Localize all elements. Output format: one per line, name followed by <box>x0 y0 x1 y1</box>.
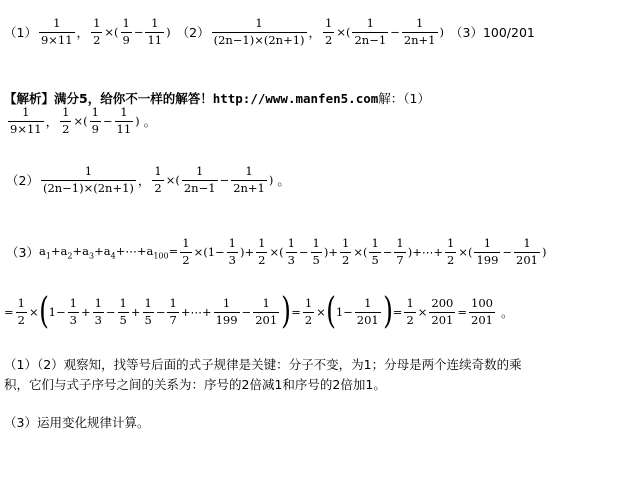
fraction-1-201: $\frac{1}{201}$ <box>356 296 379 327</box>
fraction-1-199: $\frac{1}{199}$ <box>476 236 499 267</box>
solution-part3-expansion: （3） $a_1+a_2+a_3+a_4+\cdots+a_{100}=$ $\frac{1}{2}$ ×(1− $\frac{1}{3}$ )+ $\frac{1}{2}$ ×( $\frac{1}{3}$ − $\frac{1}{5}$ )+ $\frac{1}{2}$ ×( $\frac{1}{5}$ − $\frac{1}{7}$ )+⋯+ $\frac{1}{2}$ ×( $\frac{1}{199}$ − $\frac{1}{201}$ ) <box>6 236 547 267</box>
sequence-sum: $a_1+a_2+a_3+a_4+\cdots+a_{100}=$ <box>38 243 179 261</box>
fraction-1-5: $\frac{1}{5}$ <box>119 296 127 327</box>
fraction-1-2n-minus-1: $\frac{1}{2n-1}$ <box>183 164 216 195</box>
fraction-1-3: $\frac{1}{3}$ <box>287 236 295 267</box>
fraction-1-2n-plus-1: $\frac{1}{2n+1}$ <box>233 164 265 195</box>
fraction-1-7: $\frac{1}{7}$ <box>396 236 404 267</box>
answer-part2-label: （2） <box>176 25 210 40</box>
fraction-half: $\frac{1}{2}$ <box>154 164 162 195</box>
fraction-1-2n-plus-1: $\frac{1}{2n+1}$ <box>403 16 436 47</box>
fraction-half: $\frac{1}{2}$ <box>93 16 101 47</box>
fraction-general-term: $\frac{1}{(2n-1)\times(2n+1)}$ <box>213 16 305 47</box>
separator: ， <box>308 25 322 40</box>
fraction-half: $\frac{1}{2}$ <box>258 236 266 267</box>
separator: ， <box>76 25 90 40</box>
fraction-half: $\frac{1}{2}$ <box>341 236 350 267</box>
note-apply-text: （3）运用变化规律计算。 <box>4 415 150 430</box>
fraction-1-11: $\frac{1}{11}$ <box>116 105 132 136</box>
fraction-half: $\frac{1}{2}$ <box>182 236 190 267</box>
solution-part2: （2） $\frac{1}{(2n-1)\times(2n+1)}$ ， $\frac{1}{2}$ ×( $\frac{1}{2n-1}$ − $\frac{1}{2n+1}$ ) 。 <box>6 164 290 195</box>
fraction-1-7: $\frac{1}{7}$ <box>169 296 177 327</box>
fraction-1-5: $\frac{1}{5}$ <box>144 296 152 327</box>
fraction-1-3: $\frac{1}{3}$ <box>228 236 236 267</box>
fraction-1-5: $\frac{1}{5}$ <box>312 236 320 267</box>
note-observation <box>4 355 522 395</box>
fraction-1-2n-minus-1: $\frac{1}{2n-1}$ <box>354 16 387 47</box>
fraction-1-199: $\frac{1}{199}$ <box>215 296 238 327</box>
fraction-half: $\frac{1}{2}$ <box>304 296 313 327</box>
fraction-1-over-9x11: $\frac{1}{9\times 11}$ <box>10 105 42 136</box>
fraction-1-3: $\frac{1}{3}$ <box>69 296 77 327</box>
fraction-half: $\frac{1}{2}$ <box>447 236 455 267</box>
period: 。 <box>277 173 290 188</box>
note-apply <box>4 413 149 433</box>
fraction-200-201: $\frac{200}{201}$ <box>431 296 454 327</box>
fraction-1-3: $\frac{1}{3}$ <box>94 296 102 327</box>
fraction-1-9: $\frac{1}{9}$ <box>91 105 99 136</box>
fraction-1-11: $\frac{1}{11}$ <box>147 16 163 47</box>
analysis-tag: 【解析】满分5，给你不一样的解答！ <box>4 91 213 106</box>
note-observation-line1: （1）（2）观察知，找等号后面的式子规律是关键：分子不变，为1；分母是两个连续奇数的乘 <box>4 357 522 372</box>
solution-label: 解：（1） <box>378 91 430 106</box>
fraction-1-201: $\frac{1}{201}$ <box>255 296 278 327</box>
fraction-1-201: $\frac{1}{201}$ <box>516 236 538 267</box>
part2-label: （2） <box>6 173 39 188</box>
source-url: http://www.manfen5.com <box>212 90 379 106</box>
fraction-1-over-9x11: $\frac{1}{9\times 11}$ <box>40 16 73 47</box>
solution-part3-result: = $\frac{1}{2}$ × ( 1− $\frac{1}{3}$ + $\frac{1}{3}$ − $\frac{1}{5}$ + $\frac{1}{5}$ − $\frac{1}{7}$ +⋯+ $\frac{1}{199}$ − $\frac{1}{201}$ ) = $\frac{1}{2}$ × ( 1− $\frac{1}{201}$ ) = $\frac{1}{2}$ × $\frac{200}{201}$ = $\frac{100}{201}$ 。 <box>4 291 514 332</box>
answer-part1-label: （1） <box>4 25 37 40</box>
fraction-1-9: $\frac{1}{9}$ <box>122 16 130 47</box>
part3-label: （3） <box>6 245 39 260</box>
period: 。 <box>500 305 514 320</box>
fraction-1-5: $\frac{1}{5}$ <box>371 236 379 267</box>
period: 。 <box>143 114 157 129</box>
fraction-half: $\frac{1}{2}$ <box>17 296 25 327</box>
answer-line: （1） $\frac{1}{9\times 11}$ ， $\frac{1}{2}$ ×( $\frac{1}{9}$ − $\frac{1}{11}$ ) （2） $\frac{1}{(2n-1)\times(2n+1)}$ ， $\frac{1}{2}$ ×( $\frac{1}{2n-1}$ − $\frac{1}{2n+1}$ ) （3）100/201 <box>4 16 535 47</box>
fraction-half: $\frac{1}{2}$ <box>62 105 70 136</box>
solution-part1: $\frac{1}{9\times 11}$ ， $\frac{1}{2}$ ×( $\frac{1}{9}$ − $\frac{1}{11}$ ) 。 <box>10 105 157 136</box>
note-observation-line2: 积，它们与式子序号之间的关系为：序号的2倍减1和序号的2倍加1。 <box>4 377 386 392</box>
fraction-100-201: $\frac{100}{201}$ <box>471 296 493 327</box>
fraction-general-term: $\frac{1}{(2n-1)\times(2n+1)}$ <box>42 164 134 195</box>
fraction-half: $\frac{1}{2}$ <box>406 296 414 327</box>
answer-part3: （3）100/201 <box>450 25 535 40</box>
fraction-half: $\frac{1}{2}$ <box>325 16 333 47</box>
